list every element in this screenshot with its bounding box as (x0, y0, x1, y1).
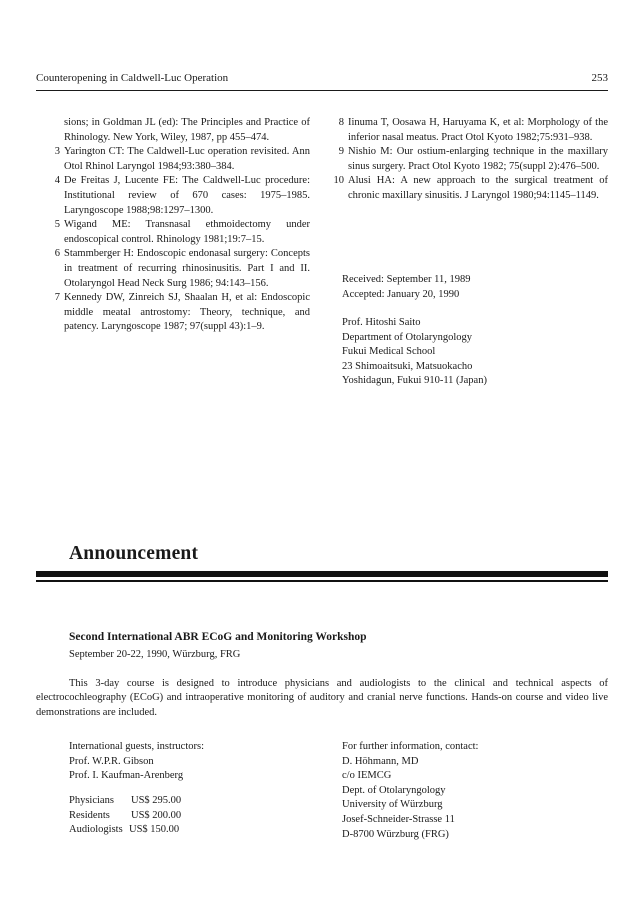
fee-row (69, 794, 181, 809)
fee-amount: US$ 150.00 (129, 824, 180, 836)
reference-text: Iinuma T, Oosawa H, Haruyama K, et al: Morphology of the inferior nasal meatus. Pract Otol Kyoto 1982;75:931–938. (348, 117, 608, 143)
reference-text: Nishio M: Our ostium-enlarging technique in the maxillary sinus surgery. Pract Otol Kyoto 1982; 75(suppl 2):476–500. (348, 146, 608, 172)
references-left-column (48, 116, 310, 335)
contact-info (342, 740, 478, 842)
reference-item (332, 116, 608, 145)
reference-number: 6 (54, 248, 60, 260)
reference-text: Alusi HA: A new approach to the surgical treatment of chronic maxillary sinusitis. J Laryngol 1980;94:1145–1149. (348, 175, 608, 201)
header-rule (36, 90, 608, 91)
reference-text: Stammberger H: Endoscopic endonasal surgery: Concepts in treatment of recurring rhinosinusitis. Part I and II. Otolaryngol Head Neck Surg 1986; 94:143–156. (64, 248, 310, 289)
contact-line: Dept. of Otolaryngology (342, 784, 446, 796)
reference-item (48, 174, 310, 218)
reference-item (48, 247, 310, 291)
article-dates (342, 273, 471, 302)
address-line: Department of Otolaryngology (342, 331, 473, 343)
reference-text: Kennedy DW, Zinreich SJ, Shaalan H, et al: Endoscopic middle meatal antrostomy: Theory, technique, and patency. Laryngoscope 1987; 97(suppl 43):1–9. (64, 292, 310, 333)
references-right-column (332, 116, 608, 204)
announcement-rule-thin (36, 580, 608, 582)
page-number: 253 (591, 72, 608, 84)
received-date: Received: September 11, 1989 (342, 274, 471, 285)
contact-line: c/o IEMCG (342, 770, 392, 782)
running-head: Counteropening in Caldwell-Luc Operation (36, 72, 229, 84)
reference-item (48, 145, 310, 174)
reference-item (332, 174, 608, 203)
reference-item (48, 116, 310, 145)
instructor-name: Prof. W.P.R. Gibson (69, 755, 154, 767)
workshop-date: September 20-22, 1990, Würzburg, FRG (69, 649, 241, 660)
address-line: Prof. Hitoshi Saito (342, 317, 421, 328)
reference-text: Wigand ME: Transnasal ethmoidectomy under endoscopical control. Rhinology 1981;19:7–15. (64, 219, 310, 245)
instructors-list (69, 740, 204, 784)
reference-number: 7 (54, 292, 60, 304)
reference-text: Yarington CT: The Caldwell-Luc operation revisited. Ann Otol Rhinol Laryngol 1984;93:380–384. (64, 146, 310, 172)
instructor-name: Prof. I. Kaufman-Arenberg (69, 770, 184, 782)
address-line: Fukui Medical School (342, 346, 436, 358)
reference-number: 8 (338, 117, 344, 128)
reference-item (48, 218, 310, 247)
reference-number: 9 (338, 146, 344, 158)
announcement-rule-thick (36, 571, 608, 577)
reference-item (48, 291, 310, 335)
reference-number: 4 (54, 175, 60, 187)
reference-number: 5 (54, 219, 60, 231)
fee-amount: US$ 200.00 (131, 809, 182, 821)
reference-text: sions; in Goldman JL (ed): The Principles and Practice of Rhinology. New York, Wiley, 1987, pp 455–474. (64, 117, 310, 143)
reference-item (332, 145, 608, 174)
instructors-label: International guests, instructors: (69, 741, 205, 752)
reference-number: 3 (54, 146, 60, 158)
fee-category: Physicians (69, 795, 114, 806)
fee-row (69, 809, 181, 824)
accepted-date: Accepted: January 20, 1990 (342, 288, 460, 300)
contact-line: D-8700 Würzburg (FRG) (342, 828, 449, 840)
address-line: 23 Shimoaitsuki, Matsuokacho (342, 360, 473, 372)
contact-line: Josef-Schneider-Strasse 11 (342, 813, 455, 825)
workshop-title: Second International ABR ECoG and Monitoring Workshop (69, 631, 367, 643)
workshop-description: This 3-day course is designed to introduce physicians and audiologists to the clinical and technical aspects of electrocochleography (ECoG) and intraoperative monitoring of auditory and cranial nerve functions. Hands-on course and video live demonstrations are included. (36, 678, 608, 718)
address-line: Yoshidagun, Fukui 910-11 (Japan) (342, 375, 487, 387)
fee-amount: US$ 295.00 (131, 795, 182, 806)
reference-number: 10 (333, 175, 344, 187)
fee-category: Residents (69, 809, 110, 821)
fee-row (69, 823, 181, 838)
correspondence-address (342, 316, 487, 389)
reference-text: De Freitas J, Lucente FE: The Caldwell-Luc procedure: Institutional review of 670 cases: 1975–1985. Laryngoscope 1988;98:1297–1300. (64, 175, 310, 216)
contact-line: D. Höhmann, MD (342, 755, 419, 767)
contact-line: For further information, contact: (342, 741, 479, 752)
contact-line: University of Würzburg (342, 799, 443, 811)
announcement-heading: Announcement (69, 543, 199, 564)
fee-category: Audiologists (69, 824, 123, 836)
fee-table (69, 794, 181, 838)
